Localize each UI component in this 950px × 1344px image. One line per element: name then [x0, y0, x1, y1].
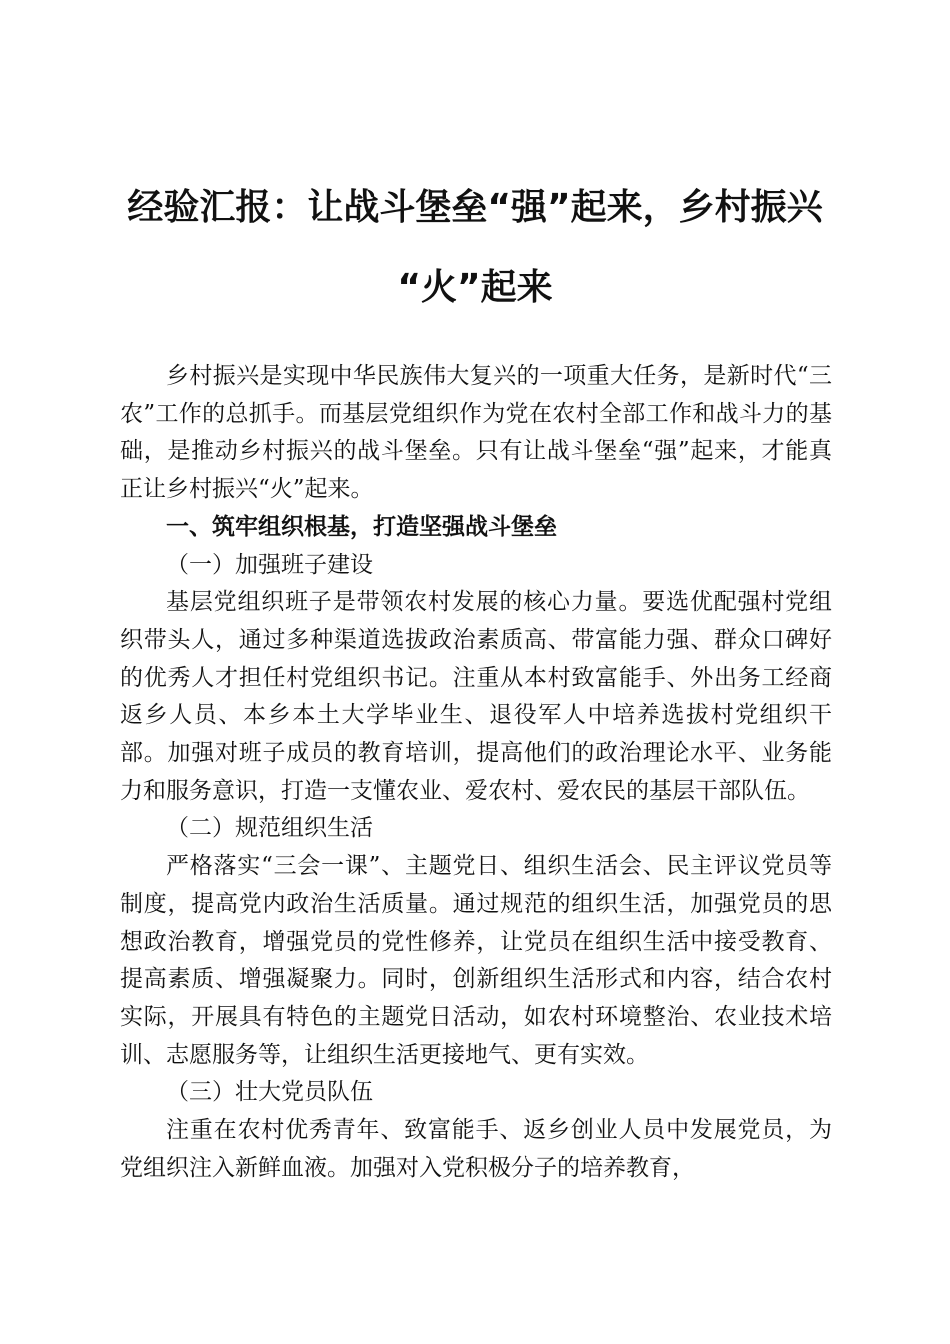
subsection-paragraph-2: 严格落实“三会一课”、主题党日、组织生活会、民主评议党员等制度，提高党内政治生活质量。通过规范的组织生活，加强党员的思想政治教育，增强党员的党性修养，让党员在组织生活中接受教育、提高素质、增强凝聚力。同时，创新组织生活形式和内容，结合农村实际，开展具有特色的主题党日活动，如农村环境整治、农业技术培训、志愿服务等，让组织生活更接地气、更有实效。 — [120, 853, 832, 1068]
subsection-heading-2: （二）规范组织生活 — [166, 815, 373, 842]
subsection-paragraph-3: 注重在农村优秀青年、致富能手、返乡创业人员中发展党员，为党组织注入新鲜血液。加强对入党积极分子的培养教育， — [120, 1117, 832, 1181]
document-title — [100, 168, 850, 328]
title-line-2: “火”起来 — [397, 267, 553, 308]
subsection-heading-3: （三）壮大党员队伍 — [166, 1079, 373, 1106]
subsection-paragraph-1: 基层党组织班子是带领农村发展的核心力量。要选优配强村党组织带头人，通过多种渠道选拔政治素质高、带富能力强、群众口碑好的优秀人才担任村党组织书记。注重从本村致富能手、外出务工经商返乡人员、本乡本土大学毕业生、退役军人中培养选拔村党组织干部。加强对班子成员的教育培训，提高他们的政治理论水平、业务能力和服务意识，打造一支懂农业、爱农村、爱农民的基层干部队伍。 — [120, 589, 832, 804]
intro-paragraph: 乡村振兴是实现中华民族伟大复兴的一项重大任务，是新时代“三农”工作的总抓手。而基层党组织作为党在农村全部工作和战斗力的基础，是推动乡村振兴的战斗堡垒。只有让战斗堡垒“强”起来，才能真正让乡村振兴“火”起来。 — [120, 363, 832, 503]
title-line-1: 经验汇报：让战斗堡垒“强”起来，乡村振兴 — [127, 187, 823, 228]
document-body — [120, 358, 832, 1187]
subsection-heading-1: （一）加强班子建设 — [166, 551, 373, 578]
section-heading-1: 一、筑牢组织根基，打造坚强战斗堡垒 — [166, 513, 557, 540]
